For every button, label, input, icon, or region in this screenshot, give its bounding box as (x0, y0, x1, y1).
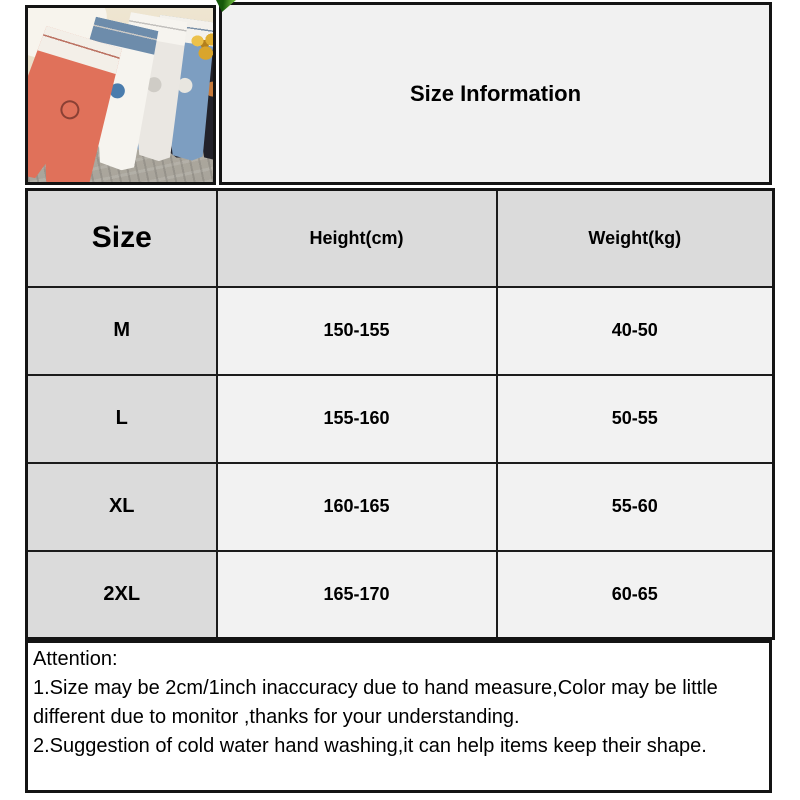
attention-note-1: 1.Size may be 2cm/1inch inaccuracy due to hand measure,Color may be little (33, 677, 718, 699)
title-cell (219, 2, 772, 185)
table-row (27, 551, 774, 639)
size-cell: 2XL (27, 551, 217, 639)
header-height: Height(cm) (217, 190, 497, 287)
weight-cell: 55-60 (497, 463, 774, 551)
weight-cell: 60-65 (497, 551, 774, 639)
weight-cell: 40-50 (497, 287, 774, 375)
table-row (27, 375, 774, 463)
size-cell: XL (27, 463, 217, 551)
height-cell: 150-155 (217, 287, 497, 375)
product-photo (25, 5, 216, 185)
attention-note-2: 2.Suggestion of cold water hand washing,it can help items keep their shape. (33, 735, 707, 757)
weight-cell: 50-55 (497, 375, 774, 463)
size-cell: M (27, 287, 217, 375)
attention-note-1-cont: different due to monitor ,thanks for your understanding. (33, 706, 520, 728)
attention-box (25, 640, 772, 793)
height-cell: 155-160 (217, 375, 497, 463)
table-row (27, 463, 774, 551)
table-header-row (27, 190, 774, 287)
yellow-flower (186, 30, 216, 64)
height-cell: 165-170 (217, 551, 497, 639)
table-row (27, 287, 774, 375)
header-weight: Weight(kg) (497, 190, 774, 287)
size-cell: L (27, 375, 217, 463)
header-size: Size (27, 190, 217, 287)
page-title: Size Information (409, 80, 582, 106)
attention-heading: Attention: (33, 648, 118, 670)
height-cell: 160-165 (217, 463, 497, 551)
size-table (25, 188, 775, 640)
